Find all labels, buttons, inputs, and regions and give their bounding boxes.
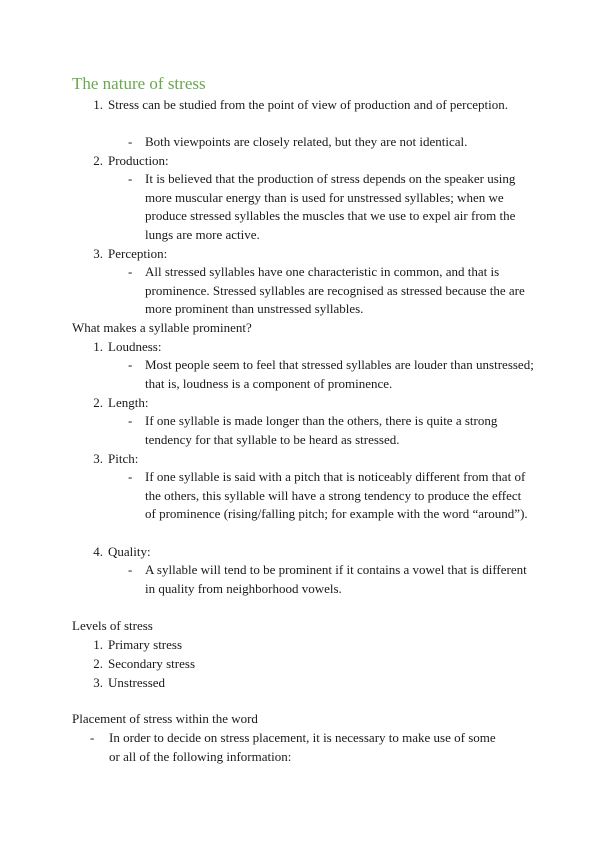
list-text: Primary stress xyxy=(108,637,183,652)
list-text: Production: xyxy=(108,153,169,168)
sub-text: Most people seem to feel that stressed syllables are louder than unstressed; that is, loudness is a component of prominence. xyxy=(145,357,534,391)
list-text: Secondary stress xyxy=(108,656,196,671)
sub-text: Both viewpoints are closely related, but they are not identical. xyxy=(145,134,468,149)
sub-text: It is believed that the production of stress depends on the speaker using more muscular energy than is used for unstressed syllables; when we produce stressed syllables the muscles that we use to expel air from the lungs are more active. xyxy=(145,171,516,242)
list-number: 1. xyxy=(93,97,103,112)
list-number: 1. xyxy=(93,637,103,652)
list-text: Loudness: xyxy=(108,339,162,354)
sub-text: A syllable will tend to be prominent if it contains a vowel that is different in quality from neighborhood vowels. xyxy=(145,562,527,596)
sub-text: If one syllable is said with a pitch that is noticeably different from that of the others, this syllable will have a strong tendency to produce the effect of prominence (rising/falling pitch; for example with the word “around”). xyxy=(145,469,528,522)
section-heading-levels: Levels of stress xyxy=(72,618,153,633)
dash-marker: - xyxy=(128,562,133,577)
list-text: Pitch: xyxy=(108,451,139,466)
sub-text: In order to decide on stress placement, it is necessary to make use of some or all of the following information: xyxy=(109,730,496,764)
dash-marker: - xyxy=(128,357,133,372)
sub-text: If one syllable is made longer than the others, there is quite a strong tendency for that syllable to be heard as stressed. xyxy=(145,413,498,447)
list-number: 1. xyxy=(93,339,103,354)
list-number: 4. xyxy=(93,544,103,559)
list-text: Perception: xyxy=(108,246,168,261)
list-number: 3. xyxy=(93,451,103,466)
list-number: 3. xyxy=(93,246,103,261)
section-heading-placement: Placement of stress within the word xyxy=(72,711,258,726)
list-number: 2. xyxy=(93,395,103,410)
list-number: 2. xyxy=(93,153,103,168)
dash-marker: - xyxy=(128,469,133,484)
list-text: Unstressed xyxy=(108,675,166,690)
list-text: Stress can be studied from the point of view of production and of perception. xyxy=(108,97,509,112)
list-number: 3. xyxy=(93,675,103,690)
dash-marker: - xyxy=(128,171,133,186)
list-text: Quality: xyxy=(108,544,151,559)
dash-marker: - xyxy=(128,264,133,279)
page-title: The nature of stress xyxy=(72,74,206,93)
dash-marker: - xyxy=(90,730,95,745)
list-text: Length: xyxy=(108,395,149,410)
section-heading-prominence: What makes a syllable prominent? xyxy=(72,320,252,335)
dash-marker: - xyxy=(128,134,133,149)
dash-marker: - xyxy=(128,413,133,428)
list-number: 2. xyxy=(93,656,103,671)
sub-text: All stressed syllables have one characteristic in common, and that is prominence. Stressed syllables are recognised as stressed because the are more prominent than unstressed syllables. xyxy=(145,264,525,317)
